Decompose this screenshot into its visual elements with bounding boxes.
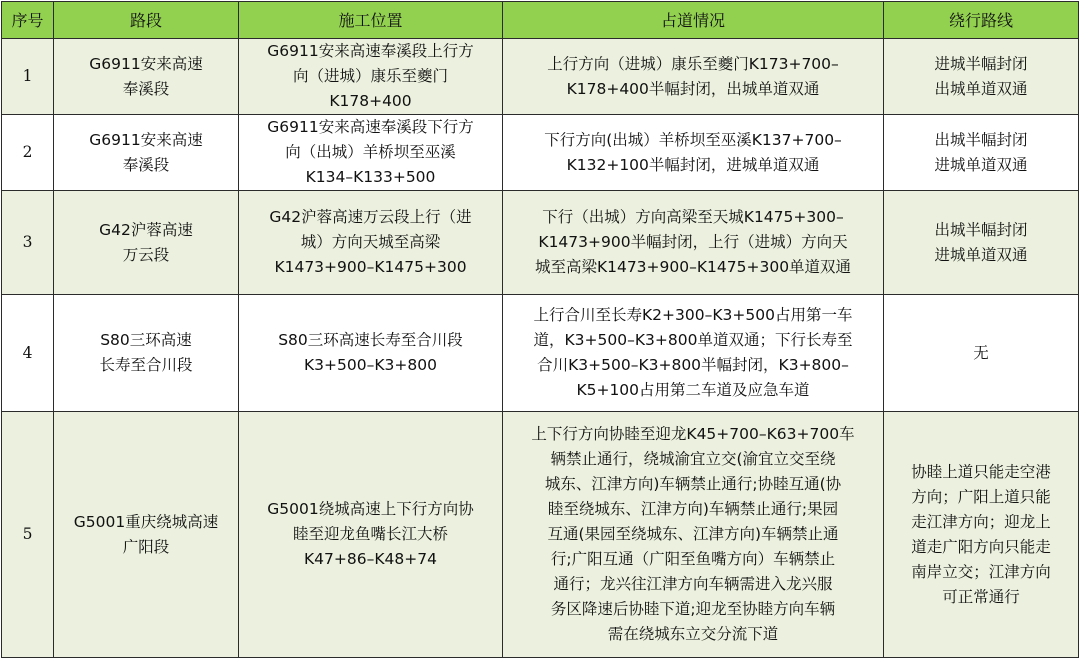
- header-road: 路段: [54, 2, 239, 39]
- cell-road: G6911安来高速 奉溪段: [54, 39, 239, 115]
- cell-road: G42沪蓉高速 万云段: [54, 191, 239, 295]
- cell-location: G5001绕城高速上下行方向协 睦至迎龙鱼嘴长江大桥 K47+86–K48+74: [239, 412, 503, 658]
- cell-occupancy: 上行方向（进城）康乐至夔门K173+700– K178+400半幅封闭，出城单道双通: [503, 39, 884, 115]
- table-row: [2, 295, 1079, 412]
- cell-occupancy: 下行（出城）方向高梁至天城K1475+300– K1473+900半幅封闭，上行（进城）方向天 城至高梁K1473+900–K1475+300单道双通: [503, 191, 884, 295]
- cell-index: 5: [2, 412, 54, 658]
- construction-table-container: [1, 1, 1079, 658]
- cell-detour: 无: [884, 295, 1079, 412]
- cell-index: 1: [2, 39, 54, 115]
- cell-location: G42沪蓉高速万云段上行（进 城）方向天城至高梁 K1473+900–K1475+300: [239, 191, 503, 295]
- cell-detour: 进城半幅封闭 出城单道双通: [884, 39, 1079, 115]
- cell-index: 2: [2, 115, 54, 191]
- cell-location: G6911安来高速奉溪段上行方 向（进城）康乐至夔门 K178+400: [239, 39, 503, 115]
- cell-occupancy: 下行方向(出城）羊桥坝至巫溪K137+700– K132+100半幅封闭，进城单道双通: [503, 115, 884, 191]
- cell-occupancy: 上行合川至长寿K2+300–K3+500占用第一车 道，K3+500–K3+800单道双通；下行长寿至 合川K3+500–K3+800半幅封闭，K3+800– K5+100占用第二车道及应急车道: [503, 295, 884, 412]
- cell-road: G6911安来高速 奉溪段: [54, 115, 239, 191]
- table-row: [2, 191, 1079, 295]
- header-location: 施工位置: [239, 2, 503, 39]
- construction-table: [1, 1, 1079, 658]
- cell-detour: 出城半幅封闭 进城单道双通: [884, 191, 1079, 295]
- header-detour: 绕行路线: [884, 2, 1079, 39]
- cell-road: G5001重庆绕城高速 广阳段: [54, 412, 239, 658]
- cell-occupancy: 上下行方向协睦至迎龙K45+700–K63+700车 辆禁止通行，绕城渝宜立交(渝宜立交至绕 城东、江津方向)车辆禁止通行;协睦互通(协 睦至绕城东、江津方向)车辆禁止通行;果园 互通(果园至绕城东、江津方向)车辆禁止通 行;广阳互通（广阳至鱼嘴方向）车辆禁止 通行；龙兴往江津方向车辆需进入龙兴服 务区降速后协睦下道;迎龙至协睦方向车辆 需在绕城东立交分流下道: [503, 412, 884, 658]
- header-occupancy: 占道情况: [503, 2, 884, 39]
- table-row: [2, 39, 1079, 115]
- cell-road: S80三环高速 长寿至合川段: [54, 295, 239, 412]
- cell-location: G6911安来高速奉溪段下行方 向（出城）羊桥坝至巫溪 K134–K133+500: [239, 115, 503, 191]
- cell-index: 4: [2, 295, 54, 412]
- table-row: [2, 115, 1079, 191]
- table-row: [2, 412, 1079, 658]
- cell-index: 3: [2, 191, 54, 295]
- table-header-row: [2, 2, 1079, 39]
- header-index: 序号: [2, 2, 54, 39]
- cell-location: S80三环高速长寿至合川段 K3+500–K3+800: [239, 295, 503, 412]
- cell-detour: 出城半幅封闭 进城单道双通: [884, 115, 1079, 191]
- cell-detour: 协睦上道只能走空港 方向；广阳上道只能 走江津方向；迎龙上 道走广阳方向只能走 南岸立交；江津方向 可正常通行: [884, 412, 1079, 658]
